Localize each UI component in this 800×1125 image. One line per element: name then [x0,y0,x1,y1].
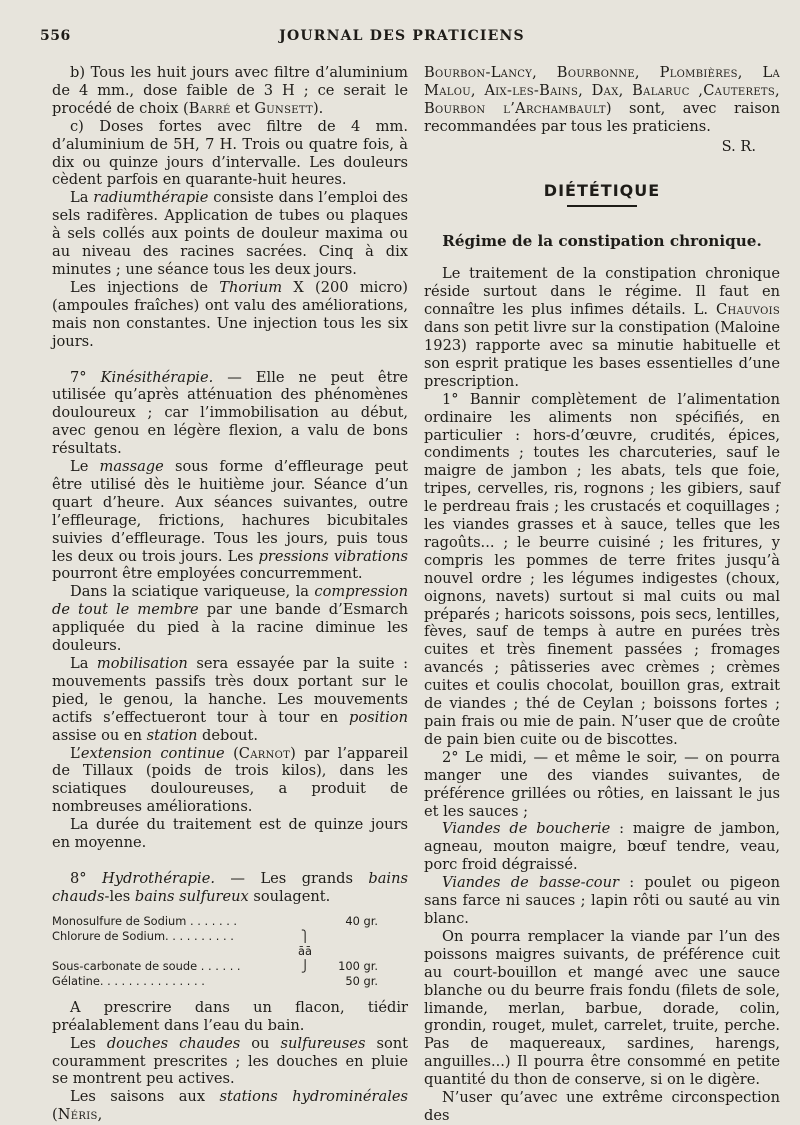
paragraph-mobilisation [52,655,408,745]
formula-quantity: 50 gr. [345,973,378,988]
text-run: ( [52,1106,58,1124]
text-run: ou [240,1034,281,1052]
emphasis-text: pressions vibrations [258,547,408,565]
small-caps-name: Chauvois [716,301,780,319]
section-title-dietetique: DIÉTÉTIQUE [543,180,661,200]
emphasis-text: mobilisation [96,655,188,672]
formula-row [52,974,408,989]
small-caps-name: Barré [188,99,231,117]
formula-row [52,914,408,929]
paragraph-douches [52,1035,408,1089]
formula-ingredient: Monosulfure de Sodium . . . . . . . [52,913,238,928]
paragraph-massage [52,458,408,583]
section-kinesitherapie [52,369,408,459]
emphasis-text: bains sulfureux [134,887,249,905]
formula-brace [292,974,318,989]
text-run: Les saisons aux [70,1088,220,1106]
text-run: b) Tous les huit jours avec filtre d’aluminium de 4 mm., dose faible de 3 H ; ce serait le procédé de choix ( [52,64,408,117]
paragraph-thorium [52,279,408,351]
text-run: La [70,655,97,672]
paragraph-introduction [424,265,780,390]
formula-brace: ⎫ āā [298,928,312,958]
text-run: — Elle ne peut être utilisée qu’après atténuation des phénomènes douloureux ; car l’immobilisation au début, avec genou en légère flexion, a valu de bons résultats. [52,368,408,458]
text-run: Le traitement de la constipation chronique réside surtout dans le régime. Il faut en connaître les plus infimes détails. L. [424,265,780,319]
text-run: 8° [70,869,103,887]
text-run: : maigre de jambon, agneau, mouton maigre, bœuf tendre, veau, porc froid dégraissé. [424,820,780,874]
text-run: consiste dans l’emploi des sels radifères. Application de tubes ou plaques à sels collés aux points de douleur maxima ou au niveau des racines sacrées. Cinq à dix minutes ; une séance tous les deux jours. [52,189,408,278]
formula-ingredient: Chlorure de Sodium. . . . . . . . . . [52,928,234,943]
small-caps-name: Néris, [57,1106,103,1124]
paragraph-extension-continue [52,745,408,817]
text-run: ( [224,744,239,762]
text-run: Les [70,1034,107,1052]
formula-ingredient: Gélatine. . . . . . . . . . . . . . . [52,973,205,988]
formula-table [52,914,408,989]
text-run: Les injections de [70,278,220,296]
text-run: Le [70,458,100,476]
text-run: ) par l’appareil de Tillaux (poids de trois kilos), dans les sciatiques douloureuses, a produit de nombreuses améliorations. [52,744,408,816]
text-run: -les [104,887,135,905]
paragraph-c-doses-fortes: c) Doses fortes avec filtre de 4 mm. d’aluminium de 5H, 7 H. Trois ou quatre fois, à dix ou quinze jours d’intervalle. Les douleurs cèdent parfois en quarante-huit heures. [52,117,408,189]
text-run: ) sont, avec raison recommandées par tous les praticiens. [424,99,780,135]
formula-row [52,959,408,974]
right-column [424,64,780,1125]
paragraph-viandes-basse-cour [424,874,780,928]
emphasis-text: Kinésithérapie. [100,368,214,386]
running-header [40,26,764,50]
emphasis-text: compression de tout le membre [52,583,408,619]
paragraph-viandes-boucherie [424,820,780,874]
emphasis-text: Thorium [219,278,283,296]
text-run: dans son petit livre sur la constipation (Maloine 1923) rapporte avec sa minutie habituelle et son esprit pratique les bases essentielles d’une prescription. [424,319,780,390]
emphasis-text: radiumthérapie [93,189,209,207]
paragraph-le-midi: 2° Le midi, — et même le soir, — on pourra manger une des viandes suivantes, de préférence grillées ou rôties, en laissant le jus et les sauces ; [424,748,780,820]
formula-brace: ⎭ [300,958,310,973]
paragraph-bannir-aliments: 1° Bannir complètement de l’alimentation ordinaire les aliments non spécifiés, en particulier : hors-d’œuvre, crudités, épices, condiments ; toutes les charcuteries, sauf le maigre de jambon ; les abats, tels que foie, tripes, cervelles, ris, rognons ; les gibiers, sauf le perdreau frais ; les crustacés et coquillages ; les viandes grasses et à sauce, telles que les ragoûts... ; le beurre cuisiné ; les fritures, y compris les pommes de terre frites jusqu’à nouvel ordre ; les légumes indigestes (choux, oignons, navets) surtout si mal cuits ou mal préparés ; haricots soissons, pois secs, lentilles, fèves, sauf de temps à autre en purées très cuites et très finement passées ; fromages avancés ; pâtisseries avec crèmes ; crèmes cuites et coulis chocolat, bouillon gras, extrait de viandes ; thé de Ceylan ; boissons fortes ; pain frais ou mie de pain. N’user que de croûte de pain bien cuite ou de biscottes. [424,390,780,748]
emphasis-text: extension continue [80,744,225,762]
paragraph-sciatique-variqueuse [52,583,408,655]
emphasis-text: bains chauds [52,869,408,905]
text-run: par une bande d’Esmarch appliquée du pied à la racine diminue les douleurs. [52,601,408,655]
formula-quantity [318,929,378,959]
page-number: 556 [40,28,71,44]
text-run: sous forme d’effleurage peut être utilisé dès le huitième jour. Séance d’un quart d’heure. Aux séances suivantes, outre l’effleurage, frictions, hachures bicubitales suivies d’effleurage. Tous les jours, puis tous les deux ou trois jours. Les [52,458,408,565]
article-title: Régime de la constipation chronique. [442,232,762,251]
small-caps-name: Bourbon-Lancy, Bourbonne, Plombières, La Malou, Aix-les-Bains, Dax, Balaruc ,Cauterets, Bourbon l’Archambault [424,64,780,117]
journal-title: JOURNAL DES PRATICIENS [279,28,525,44]
text-run: et [230,99,255,117]
text-run: Dans la sciatique variqueuse, la [70,583,315,601]
text-run: — Les grands [214,869,369,887]
text-run: 7° [70,368,101,386]
section-divider [567,205,637,207]
text-run: soulagent. [248,887,331,905]
emphasis-text: sulfureuses [280,1034,366,1052]
text-run: sera essayée par la suite : mouvements passifs très doux portant sur le pied, le genou, la hanche. Les mouvements actifs s’effectueront tour à tour en [52,655,408,726]
text-run: debout. [197,726,259,744]
text-run: ). [312,99,324,117]
emphasis-text: stations hydrominérales [219,1088,408,1106]
paragraph-duree-traitement: La durée du traitement est de quinze jours en moyenne. [52,816,408,852]
text-run: X (200 micro) (ampoules fraîches) ont valu des améliorations, mais non constantes. Une injection tous les six jours. [52,278,408,350]
author-signature: S. R. [721,137,756,155]
left-column [52,64,408,1124]
emphasis-text: station [146,726,198,744]
text-run: La [70,189,94,207]
formula-ingredient: Sous-carbonate de soude . . . . . . [52,958,241,973]
paragraph-radiumtherapie [52,189,408,279]
paragraph-poissons: On pourra remplacer la viande par l’un des poissons maigres suivants, de préférence cuit au court-bouillon et mangé avec une sauce blanche ou du beurre frais fondu (filets de sole, limande, merlan, barbue, dorade, colin, grondin, rouget, mulet, carrelet, truite, perche. Pas de maquereaux, sardines, harengs, anguilles...) Il pourra être consommé en petite quantité du thon de conserve, si on le digère. [424,927,780,1089]
formula-brace [292,914,318,929]
text-run: assise ou en [52,726,147,744]
paragraph-b-filtre-aluminium [52,64,408,118]
formula-quantity: 40 gr. [345,913,378,928]
emphasis-text: Hydrothérapie. [102,869,215,887]
emphasis-text: Viandes de boucherie [442,820,611,838]
emphasis-text: douches chaudes [106,1034,241,1052]
text-run: : poulet ou pigeon sans farce ni sauces ; lapin rôti ou sauté au vin blanc. [424,874,780,927]
small-caps-name: Carnot [238,744,291,762]
emphasis-text: massage [99,458,164,476]
paragraph-circonspection: N’user qu’avec une extrême circonspection des [424,1089,780,1124]
section-hydrotherapie [52,870,408,906]
emphasis-text: Viandes de basse-cour [442,874,619,892]
formula-quantity: 100 gr. [338,958,378,973]
paragraph-stations-continued [424,64,780,136]
text-run: L’ [70,744,81,762]
formula-row [52,929,408,959]
paragraph-stations-hydrominerales [52,1088,408,1124]
emphasis-text: position [348,708,408,726]
small-caps-name: Gunsett [254,99,313,117]
paragraph-prescrire: A prescrire dans un flacon, tiédir préalablement dans l’eau du bain. [52,998,408,1034]
text-run: sont couramment prescrites ; les douches en pluie se montrent peu actives. [52,1034,408,1088]
text-run: pourront être employées concurremment. [52,565,363,583]
